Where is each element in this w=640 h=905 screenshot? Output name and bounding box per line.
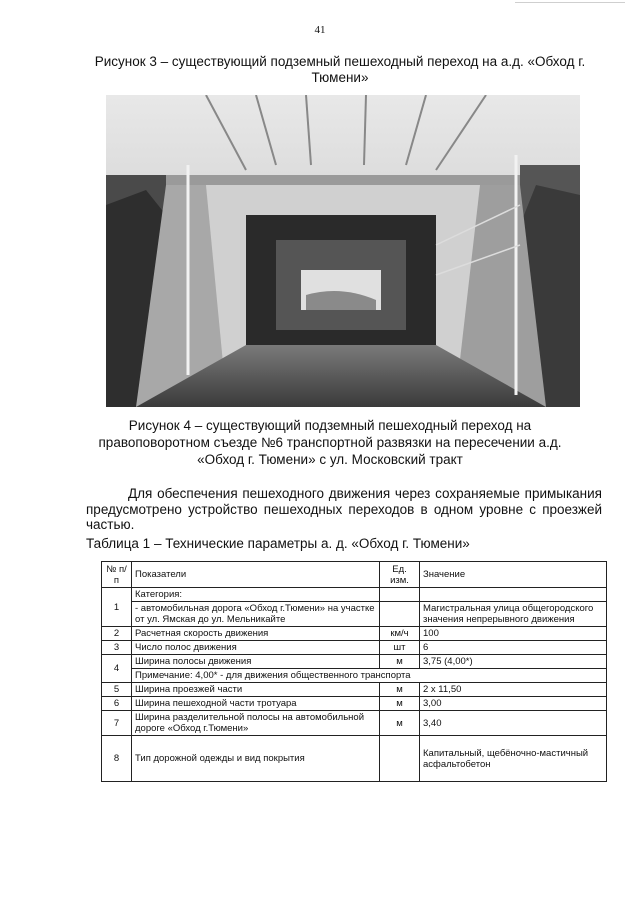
header-num: № п/п	[102, 562, 132, 588]
table-row	[102, 697, 607, 711]
header-unit: Ед. изм.	[380, 562, 420, 588]
row-param: Ширина проезжей части	[132, 683, 380, 697]
row-param: Ширина пешеходной части тротуара	[132, 697, 380, 711]
row-value	[420, 588, 607, 602]
row-num: 1	[102, 588, 132, 627]
row-param: Категория:	[132, 588, 380, 602]
row-num: 6	[102, 697, 132, 711]
table-caption: Таблица 1 – Технические параметры а. д. «Обход г. Тюмени»	[86, 536, 470, 551]
row-param: Ширина разделительной полосы на автомобильной дороге «Обход г.Тюмени»	[132, 711, 380, 736]
body-paragraph	[86, 486, 602, 533]
table-note-row	[102, 669, 607, 683]
top-edge-line	[515, 2, 625, 3]
row-param: - автомобильная дорога «Обход г.Тюмени» на участке от ул. Ямская до ул. Мельникайте	[132, 602, 380, 627]
row-num: 5	[102, 683, 132, 697]
row-param: Тип дорожной одежды и вид покрытия	[132, 736, 380, 782]
table-row	[102, 641, 607, 655]
paragraph-text: Для обеспечения пешеходного движения через сохраняемые примыкания предусмотрено устройство пешеходных переходов в одном уровне с проезжей частью.	[86, 486, 602, 532]
row-unit	[380, 736, 420, 782]
parameters-table	[101, 561, 607, 782]
page-number: 41	[314, 24, 326, 36]
underpass-photo	[106, 95, 580, 407]
header-value: Значение	[420, 562, 607, 588]
table-row	[102, 683, 607, 697]
row-num: 2	[102, 627, 132, 641]
row-unit: м	[380, 711, 420, 736]
table-row	[102, 602, 607, 627]
table-row	[102, 711, 607, 736]
row-value: 3,75 (4,00*)	[420, 655, 607, 669]
table-row	[102, 588, 607, 602]
row-note: Примечание: 4,00* - для движения общественного транспорта	[132, 669, 607, 683]
row-param: Расчетная скорость движения	[132, 627, 380, 641]
table-row	[102, 627, 607, 641]
header-param: Показатели	[132, 562, 380, 588]
row-value: 6	[420, 641, 607, 655]
table-row	[102, 655, 607, 669]
figure-3-caption: Рисунок 3 – существующий подземный пешеходный переход на а.д. «Обход г. Тюмени»	[94, 54, 586, 85]
row-num: 7	[102, 711, 132, 736]
row-unit: м	[380, 655, 420, 669]
row-unit: км/ч	[380, 627, 420, 641]
row-value: Магистральная улица общегородского значения непрерывного движения	[420, 602, 607, 627]
row-num: 8	[102, 736, 132, 782]
row-unit	[380, 602, 420, 627]
figure-4-caption: Рисунок 4 – существующий подземный пешеходный переход на правоповоротном съезде №6 транспортной развязки на пересечении а.д. «Обход г. Тюмени» с ул. Московский тракт	[98, 418, 562, 467]
row-num: 4	[102, 655, 132, 683]
row-unit: м	[380, 683, 420, 697]
row-unit: шт	[380, 641, 420, 655]
row-param: Ширина полосы движения	[132, 655, 380, 669]
table-header-row	[102, 562, 607, 588]
row-param: Число полос движения	[132, 641, 380, 655]
table-row	[102, 736, 607, 782]
row-value: 3,00	[420, 697, 607, 711]
row-value: 2 х 11,50	[420, 683, 607, 697]
row-value: Капитальный, щебёночно-мастичный асфальтобетон	[420, 736, 607, 782]
row-value: 100	[420, 627, 607, 641]
row-unit	[380, 588, 420, 602]
row-unit: м	[380, 697, 420, 711]
row-value: 3,40	[420, 711, 607, 736]
row-num: 3	[102, 641, 132, 655]
underpass-photo-drawing	[106, 95, 580, 407]
